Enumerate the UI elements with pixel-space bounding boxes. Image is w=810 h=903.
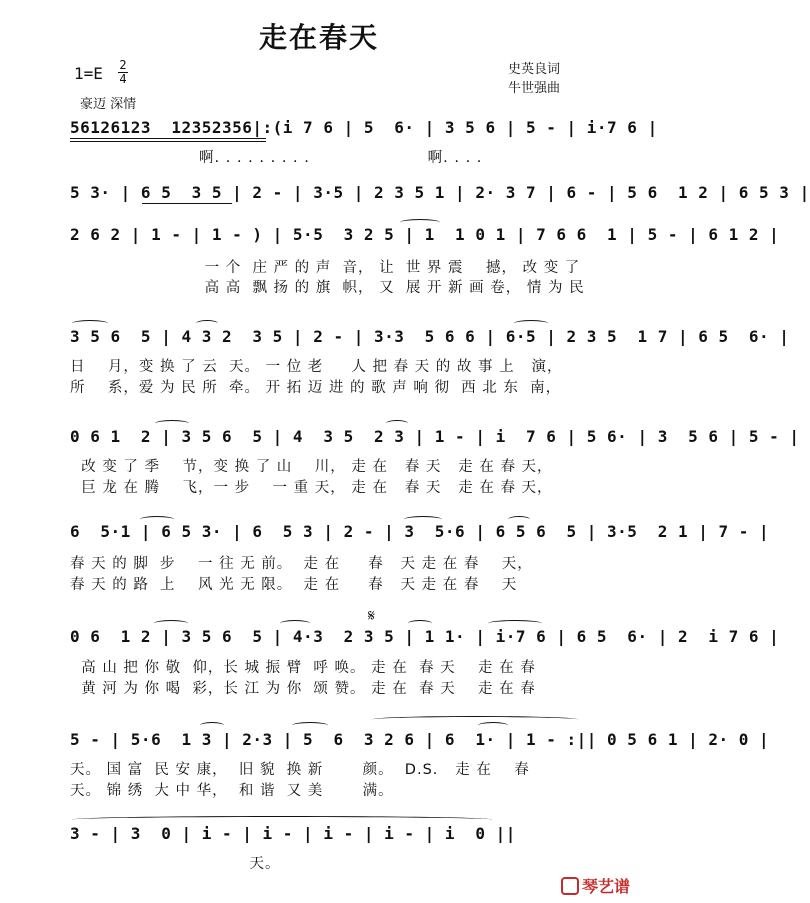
notation-line-6: 6 5·1 | 6 5 3· | 6 5 3 | 2 - | 3 5·6 | 6 5 6 5 | 3·5 2 1 | 7 - | xyxy=(70,522,770,541)
lyric-line-3b: 高 高 飘 扬 的 旗 帜， 又 展 开 新 画 卷， 情 为 民 xyxy=(70,280,585,296)
segno-sign: 𝄋 xyxy=(368,606,375,625)
lyric-line-5b: 巨 龙 在 腾 飞，一 步 一 重 天， 走 在 春 天 走 在 春 天， xyxy=(70,480,553,496)
lyric-line-8a: 天。 国 富 民 安 康， 旧 貌 换 新 颜。 D.S. 走 在 春 xyxy=(70,762,530,778)
lyric-line-6a: 春 天 的 脚 步 一 往 无 前。 走 在 春 天 走 在 春 天， xyxy=(70,556,533,572)
site-logo xyxy=(561,874,630,897)
meter-top: 2 xyxy=(119,58,127,72)
notation-line-7: 0 6 1 2 | 3 5 6 5 | 4·3 2 3 5 | 1 1· | i·7 6 | 6 5 6· | 2 i 7 6 | xyxy=(70,627,780,646)
notation-line-3: 2 6 2 | 1 - | 1 - ) | 5·5 3 2 5 | 1 1 0 1 | 7 6 6 1 | 5 - | 6 1 2 | xyxy=(70,225,780,244)
lyric-line-7a: 高 山 把 你 敬 仰，长 城 振 臂 呼 唤。 走 在 春 天 走 在 春 xyxy=(70,660,536,676)
notation-line-1: 56126123 12352356|:(i 7 6 | 5 6· | 3 5 6 | 5 - | i·7 6 | xyxy=(70,118,658,137)
notation-line-4: 3 5 6 5 | 4 3 2 3 5 | 2 - | 3·3 5 6 6 | 6·5 | 2 3 5 1 7 | 6 5 6· | xyxy=(70,327,790,346)
lyric-line-4b: 所 系，爱 为 民 所 牵。 开 拓 迈 进 的 歌 声 响 彻 西 北 东 南， xyxy=(70,380,562,396)
key-signature: 1=E xyxy=(74,64,103,83)
lyricist-credit: 史英良词 xyxy=(507,62,560,77)
lyric-line-8b: 天。 锦 绣 大 中 华， 和 谐 又 美 满。 xyxy=(70,783,394,799)
notation-line-2: 5 3· | 6 5 3 5 | 2 - | 3·5 | 2 3 5 1 | 2· 3 7 | 6 - | 5 6 1 2 | 6 5 3 | xyxy=(70,183,810,202)
tempo-marking: 豪迈 深情 xyxy=(80,97,137,112)
logo-mark-icon xyxy=(561,877,579,895)
composer-credit: 牛世强曲 xyxy=(507,81,560,96)
lyric-line-6b: 春 天 的 路 上 风 光 无 限。 走 在 春 天 走 在 春 天 xyxy=(70,577,518,593)
time-signature xyxy=(118,60,128,85)
lyric-line-5a: 改 变 了 季 节，变 换 了 山 川， 走 在 春 天 走 在 春 天， xyxy=(70,459,553,475)
lyric-line-7b: 黄 河 为 你 喝 彩，长 江 为 你 颂 赞。 走 在 春 天 走 在 春 xyxy=(70,681,536,697)
lyric-line-4a: 日 月，变 换 了 云 天。 一 位 老 人 把 春 天 的 故 事 上 演， xyxy=(70,359,563,375)
lyric-line-9a: 天。 xyxy=(70,856,281,872)
notation-line-9: 3 - | 3 0 | i - | i - | i - | i - | i 0 || xyxy=(70,824,516,843)
notation-line-8: 5 - | 5·6 1 3 | 2·3 | 5 6 3 2 6 | 6 1· | 1 - :|| 0 5 6 1 | 2· 0 | xyxy=(70,730,770,749)
song-title: 走在春天 xyxy=(258,21,379,54)
meter-bottom: 4 xyxy=(119,72,127,86)
logo-text: 琴艺谱 xyxy=(581,877,630,896)
notation-line-5: 0 6 1 2 | 3 5 6 5 | 4 3 5 2 3 | 1 - | i 7 6 | 5 6· | 3 5 6 | 5 - | xyxy=(70,427,800,446)
lyric-line-3a: 一 个 庄 严 的 声 音， 让 世 界 震 撼， 改 变 了 xyxy=(70,260,581,276)
lyric-line-1a: 啊. . . . . . . . . 啊. . . . xyxy=(70,150,483,166)
